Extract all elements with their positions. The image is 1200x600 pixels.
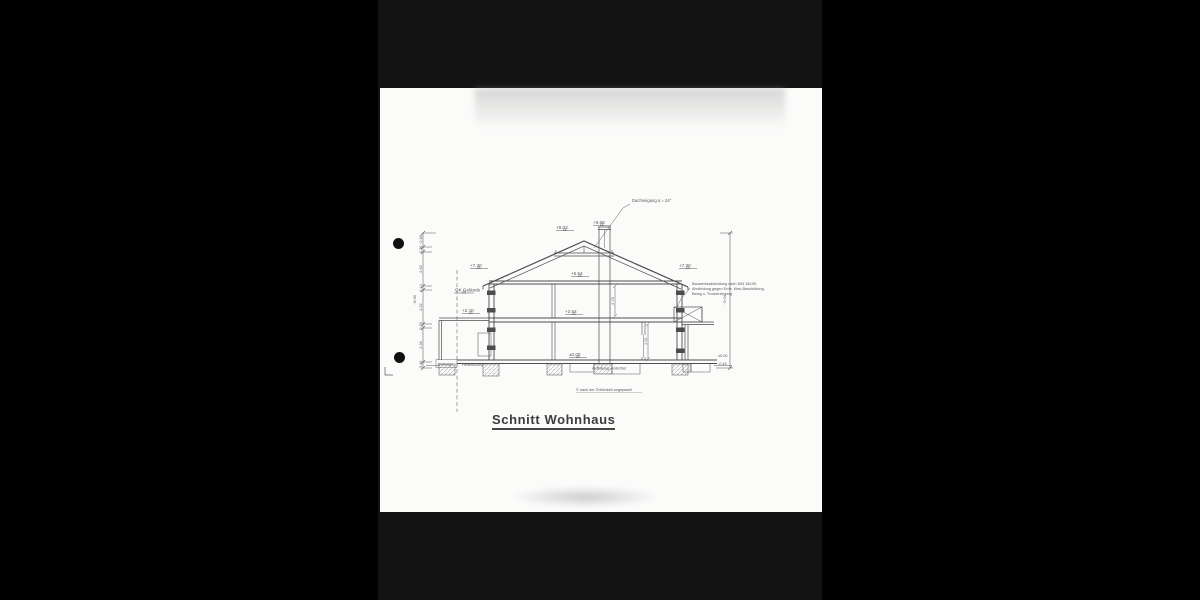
dim-room-upper: 2.75 xyxy=(611,297,615,305)
level-upper-floor: +2.64 xyxy=(565,309,577,314)
dim-left-chain-5: 2.52 xyxy=(419,265,423,273)
roof xyxy=(483,241,688,291)
dim-left-chain-7: ~2.80 xyxy=(419,235,423,245)
dim-left-total: ~8.90 xyxy=(413,295,417,305)
drawing-title: Schnitt Wohnhaus xyxy=(492,412,615,430)
drainage-label: Drainage xyxy=(438,362,454,367)
dim-left-chain-1: 2.36 xyxy=(419,341,423,349)
level-zero-right: ±0.00 xyxy=(718,354,728,358)
dim-left-chain-0: -0.45 xyxy=(419,360,423,370)
dim-room-ground: 2.51 xyxy=(644,337,648,345)
level-ground-floor: ±0.00 xyxy=(569,352,581,357)
scanned-page xyxy=(380,88,822,512)
dimension-chain-left xyxy=(421,231,436,370)
dim-left-chain-2: 0.25 xyxy=(419,322,423,330)
backfill-center-label: Auffüllung verdichtet xyxy=(592,366,627,371)
site-note: © nach der Örtlichkeit angepasst! xyxy=(576,388,633,392)
level-eave-left: +7.30 xyxy=(470,263,482,268)
sealing-note-line2: Abdichtung gegen Erde, Kies-Beschüttung, xyxy=(692,287,765,291)
left-annex xyxy=(439,318,491,360)
level-eave-right: +7.30 xyxy=(679,263,691,268)
section-drawing xyxy=(380,88,822,512)
sealing-note-line3: Belag u. Trockenlegung xyxy=(692,292,732,296)
backfill-left-label: Hinterfüllung xyxy=(462,363,484,367)
level-attic-floor: +5.64 xyxy=(571,271,583,276)
dim-left-chain-6: 0.38 xyxy=(419,245,423,254)
roof-pitch-note: Dachneigung α = 24° xyxy=(632,198,672,203)
level-chimney-top: +9.89 xyxy=(593,220,605,225)
sealing-note-line1: Bauwerksabdichtung nach DIN 18195, xyxy=(692,282,757,286)
dim-left-chain-3: 2.52 xyxy=(419,303,423,311)
dim-right-total: ~9.04 xyxy=(723,295,727,305)
level-garage-top: +2.70 xyxy=(462,308,474,313)
level-plinth-right: -0.45 xyxy=(718,362,727,366)
terrain-label: OK Gelände xyxy=(455,287,481,293)
dim-left-chain-4: 0.14 xyxy=(419,284,423,292)
level-ridge: +9.03 xyxy=(556,225,568,230)
